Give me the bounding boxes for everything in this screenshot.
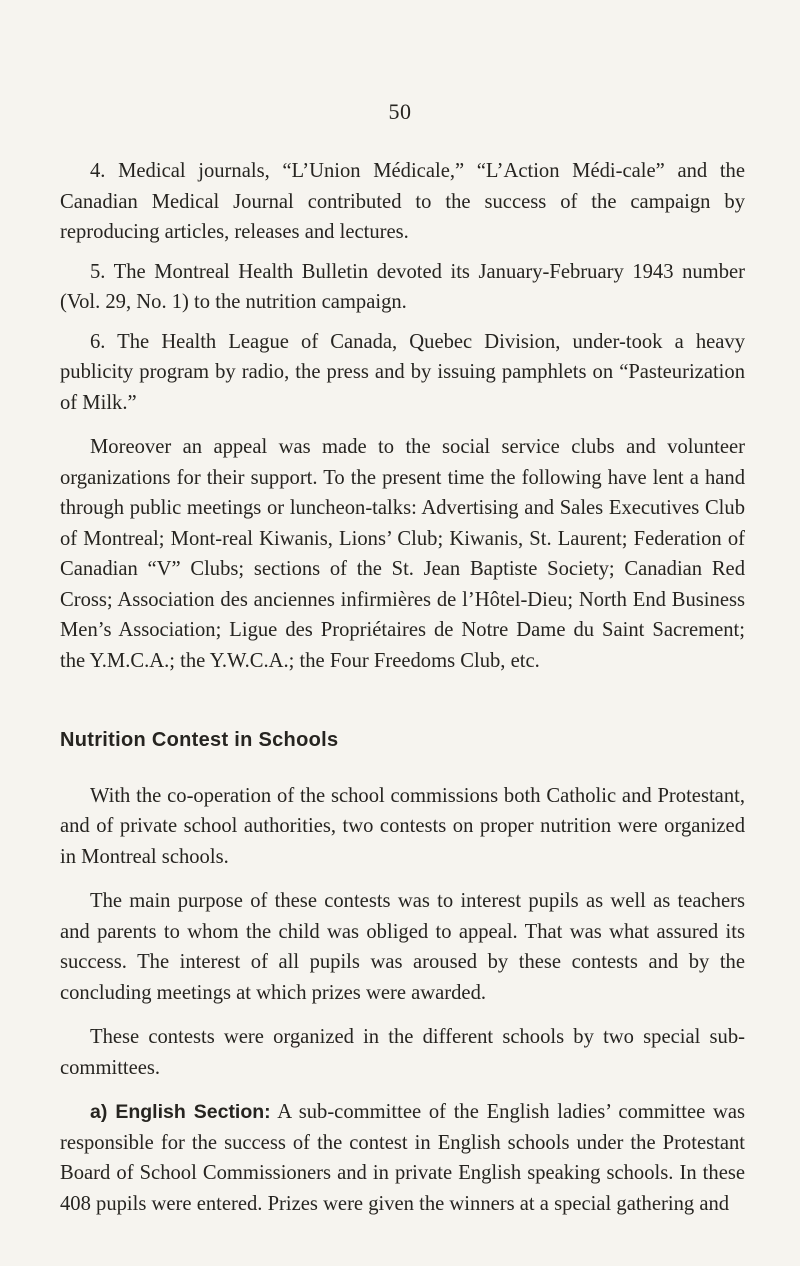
page-number: 50 [388,99,412,124]
body-text [60,156,745,1219]
paragraph-english-section [60,1097,745,1219]
english-section-text: A sub-committee of the English ladies’ committee was responsible for the success of the contest in English schools under the Protestant Board of School Commissioners and in private English speaking schools. In these 408 pupils were entered. Prizes were given the winners at a special gathering and [60,1101,745,1215]
paragraph-purpose: The main purpose of these contests was to interest pupils as well as teachers and parents to whom the child was obliged to appeal. That was what assured its success. The interest of all pupils was aroused by these contests and by the concluding meetings at which prizes were awarded. [60,890,745,1004]
paragraph-item-6: 6. The Health League of Canada, Quebec Division, under-took a heavy publicity program by radio, the press and by issuing pamphlets on “Pasteurization of Milk.” [60,330,745,414]
english-section-label: a) English Section: [90,1101,271,1123]
paragraph-organized: These contests were organized in the different schools by two special sub-committees. [60,1026,745,1079]
paragraph-intro: With the co-operation of the school commissions both Catholic and Protestant, and of private school authorities, two contests on proper nutrition were organized in Montreal schools. [60,784,745,868]
section-heading: Nutrition Contest in Schools [60,729,339,751]
paragraph-moreover: Moreover an appeal was made to the social service clubs and volunteer organizations for their support. To the present time the following have lent a hand through public meetings or luncheon-talks: Advertising and Sales Executives Club of Montreal; Mont-real Kiwanis, Lions’ Club; Kiwanis, St. Laurent; Federation of Canadian “V” Clubs; sections of the St. Jean Baptiste Society; Canadian Red Cross; Association des anciennes infirmières de l’Hôtel-Dieu; North End Business Men’s Association; Ligue des Propriétaires de Notre Dame du Saint Sacrement; the Y.M.C.A.; the Y.W.C.A.; the Four Freedoms Club, etc. [60,436,745,672]
paragraph-item-5: 5. The Montreal Health Bulletin devoted its January-February 1943 number (Vol. 29, No. 1) to the nutrition campaign. [60,260,745,313]
paragraph-item-4: 4. Medical journals, “L’Union Médicale,” “L’Action Médi-cale” and the Canadian Medical Journal contributed to the success of the campaign by reproducing articles, releases and lectures. [60,160,745,243]
